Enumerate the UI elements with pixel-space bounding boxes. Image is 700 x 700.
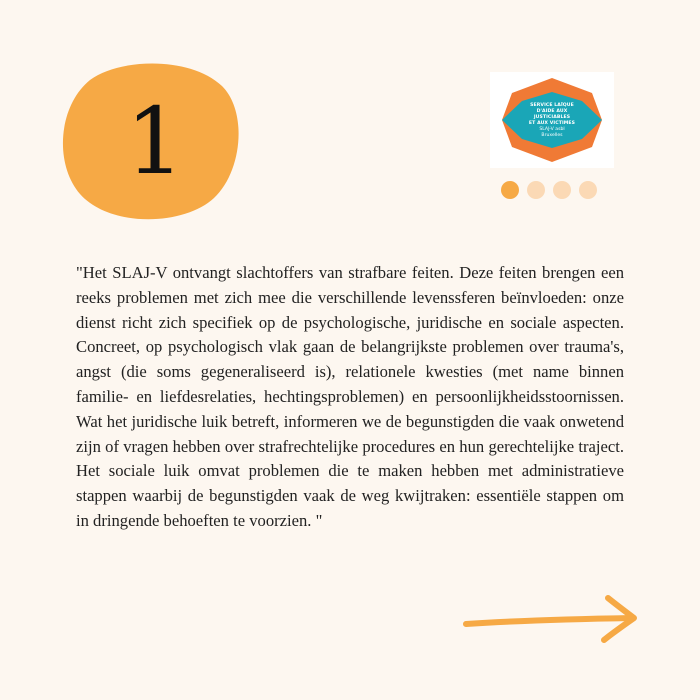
pagination-dot-1[interactable]	[501, 181, 519, 199]
slaj-v-logo	[490, 72, 614, 168]
pagination-dot-4[interactable]	[579, 181, 597, 199]
arrow-right-icon[interactable]	[462, 590, 642, 646]
slide-number-badge	[62, 62, 242, 222]
pagination-dot-2[interactable]	[527, 181, 545, 199]
logo-sub-text: SLAJ-V asbl Bruxelles	[539, 127, 565, 138]
slide-number: 1	[125, 88, 185, 195]
pagination-dot-3[interactable]	[553, 181, 571, 199]
arrow-right-icon-svg	[462, 590, 642, 646]
logo-main-text: SERVICE LAÏQUE D'AIDE AUX JUSTICIABLES ET AUX VICTIMES	[528, 103, 576, 126]
logo-text	[520, 94, 584, 148]
quote-text: "Het SLAJ-V ontvangt slachtoffers van strafbare feiten. Deze feiten brengen een reeks problemen met zich mee die verschillende levenssferen beïnvloeden: onze dienst richt zich specifiek op de psychologische, juridische en sociale aspecten. Concreet, op psychologisch vlak gaan de belangrijkste problemen over trauma's, angst (die soms gegeneraliseerd is), relationele kwesties (met name binnen familie- en liefdesrelaties, hechtingsproblemen) en persoonlijkheidsstoornissen. Wat het juridische luik betreft, informeren we de begunstigden die vaak onwetend zijn of vragen hebben over strafrechtelijke procedures en hun gerechtelijke traject. Het sociale luik omvat problemen die te maken hebben met administratieve stappen waarbij de begunstigden vaak de weg kwijtraken: essentiële stappen om in dringende behoeften te voorzien. "	[76, 263, 624, 530]
pagination-dots	[501, 181, 597, 199]
